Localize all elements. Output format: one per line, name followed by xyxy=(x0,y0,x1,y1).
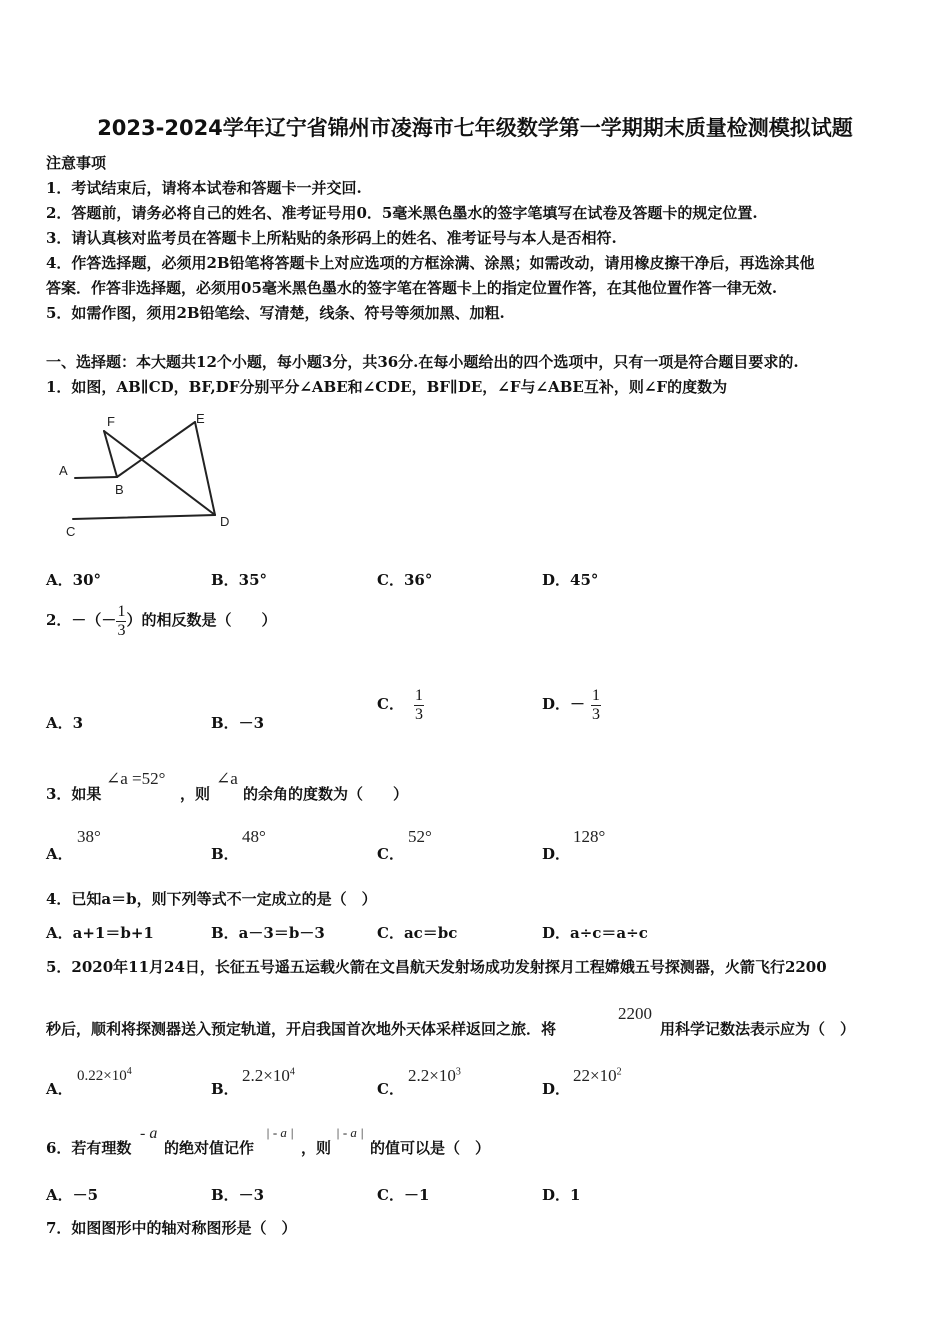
label-e: E xyxy=(196,411,205,426)
question-5-line-2a: 秒后，顺利将探测器送入预定轨道，开启我国首次地外天体采样返回之旅．将 xyxy=(46,1020,557,1038)
q5-option-b-value[interactable]: $2.2\times 10^4$ xyxy=(242,1066,295,1085)
q5-option-a-label[interactable]: A． xyxy=(46,1080,73,1098)
q3-option-d-value[interactable]: 128° xyxy=(573,827,606,846)
q6-option-c[interactable]: C．－1 xyxy=(377,1186,430,1204)
label-b: B xyxy=(115,482,124,497)
q5-option-b-label[interactable]: B． xyxy=(211,1080,239,1098)
notice-item: 1．考试结束后，请将本试卷和答题卡一并交回. xyxy=(46,179,362,197)
question-1-figure xyxy=(55,408,250,543)
q3-option-d-label[interactable]: D． xyxy=(542,845,571,863)
label-f: F xyxy=(107,414,115,429)
q3-option-a-label[interactable]: A． xyxy=(46,845,73,863)
q4-option-b[interactable]: B．a－3＝b－3 xyxy=(211,924,325,942)
q6-mid-1: 的绝对值记作 xyxy=(164,1139,255,1157)
question-7-stem: 7．如图图形中的轴对称图形是（ ） xyxy=(46,1219,297,1237)
section-heading: 一、选择题：本大题共12个小题，每小题3分，共36分.在每小题给出的四个选项中，只有一项是符合题目要求的. xyxy=(46,353,799,371)
q5-option-d-label[interactable]: D． xyxy=(542,1080,571,1098)
q3-option-b-value[interactable]: 48° xyxy=(242,827,266,846)
notice-item: 5．如需作图，须用2B铅笔绘、写清楚，线条、符号等须加黑、加粗. xyxy=(46,304,505,322)
q5-option-c-label[interactable]: C． xyxy=(377,1080,404,1098)
q2-suffix: ）的相反数是（ ） xyxy=(126,611,277,629)
q4-option-d[interactable]: D．a÷c＝a÷c xyxy=(542,924,648,942)
q4-option-c[interactable]: C．ac＝bc xyxy=(377,924,458,942)
question-5-line-2b: 用科学记数法表示应为（ ） xyxy=(660,1020,856,1038)
q6-option-d[interactable]: D．1 xyxy=(542,1186,581,1204)
q2-option-c[interactable]: C． $\frac{1}{3}$ xyxy=(377,686,423,723)
notice-item: 2．答题前，请务必将自己的姓名、准考证号用0．5毫米黑色墨水的签字笔填写在试卷及答题卡的规定位置. xyxy=(46,204,758,222)
page-title: 2023-2024学年辽宁省锦州市凌海市七年级数学第一学期期末质量检测模拟试题 xyxy=(97,116,853,140)
q3-prefix: 3．如果 xyxy=(46,785,102,803)
question-2-stem xyxy=(46,601,276,640)
q4-option-a[interactable]: A．a+1＝b+1 xyxy=(46,924,154,942)
notice-item: 答案．作答非选择题，必须用05毫米黑色墨水的签字笔在答题卡上的指定位置作答，在其他位置作答一律无效. xyxy=(46,279,778,297)
q5-option-a-value[interactable]: $0.22\times 10^4$ xyxy=(77,1066,132,1084)
q1-option-b[interactable]: B．35° xyxy=(211,571,268,589)
q5-option-c-value[interactable]: $2.2\times 10^3$ xyxy=(408,1066,461,1085)
question-5-line-1: 5．2020年11月24日，长征五号遥五运载火箭在文昌航天发射场成功发射探月工程嫦娥五号探测器，火箭飞行2200 xyxy=(46,958,827,976)
q6-option-a[interactable]: A．－5 xyxy=(46,1186,99,1204)
q2-prefix: 2．－（－ xyxy=(46,611,117,629)
q3-option-b-label[interactable]: B． xyxy=(211,845,239,863)
fraction: $\frac{1}{3}$ xyxy=(592,686,601,723)
q3-suffix: 的余角的度数为（ ） xyxy=(243,785,409,803)
fraction: $\frac{1}{3}$ xyxy=(117,602,126,639)
q5-option-d-value[interactable]: $22\times 10^2$ xyxy=(573,1066,622,1085)
label-c: C xyxy=(66,524,76,539)
q1-option-d[interactable]: D．45° xyxy=(542,571,599,589)
question-1-stem: 1．如图，AB∥CD，BF,DF分别平分∠ABE和∠CDE，BF∥DE，∠F与∠ABE互补，则∠F的度数为 xyxy=(46,378,728,396)
notice-item: 4．作答选择题，必须用2B铅笔将答题卡上对应选项的方框涂满、涂黑；如需改动，请用橡皮擦干净后，再选涂其他 xyxy=(46,254,815,272)
q3-angle-symbol: ∠a xyxy=(216,769,238,788)
q6-mid-2: ，则 xyxy=(301,1139,332,1157)
q2-option-b[interactable]: B．－3 xyxy=(211,714,265,732)
q6-abs-expression: | - a | xyxy=(336,1125,364,1140)
q1-option-a[interactable]: A．30° xyxy=(46,571,102,589)
q3-angle-expression: ∠a =52° xyxy=(106,769,166,788)
segment-bf xyxy=(104,431,117,477)
segment-cd xyxy=(73,515,215,519)
notice-heading: 注意事项 xyxy=(46,154,107,172)
q2-option-d[interactable]: D．－ $\frac{1}{3}$ xyxy=(542,686,601,723)
notice-item: 3．请认真核对监考员在答题卡上所粘贴的条形码上的姓名、准考证号与本人是否相符. xyxy=(46,229,617,247)
label-a: A xyxy=(59,463,68,478)
q3-mid: ，则 xyxy=(180,785,211,803)
label-d: D xyxy=(220,514,230,529)
q3-option-c-label[interactable]: C． xyxy=(377,845,404,863)
q3-option-c-value[interactable]: 52° xyxy=(408,827,432,846)
segment-fd xyxy=(104,431,215,515)
q6-expression-neg-a: - a xyxy=(140,1125,158,1142)
q6-suffix: 的值可以是（ ） xyxy=(370,1139,491,1157)
q6-abs-expression: | - a | xyxy=(266,1125,294,1140)
q3-option-a-value[interactable]: 38° xyxy=(77,827,101,846)
q6-prefix: 6．若有理数 xyxy=(46,1139,132,1157)
q6-option-b[interactable]: B．－3 xyxy=(211,1186,265,1204)
q5-value: 2200 xyxy=(618,1004,652,1023)
fraction: $\frac{1}{3}$ xyxy=(414,686,423,723)
q2-option-a[interactable]: A．3 xyxy=(46,714,84,732)
q1-option-c[interactable]: C．36° xyxy=(377,571,433,589)
question-4-stem: 4．已知a＝b，则下列等式不一定成立的是（ ） xyxy=(46,890,377,908)
segment-ab xyxy=(75,477,117,478)
